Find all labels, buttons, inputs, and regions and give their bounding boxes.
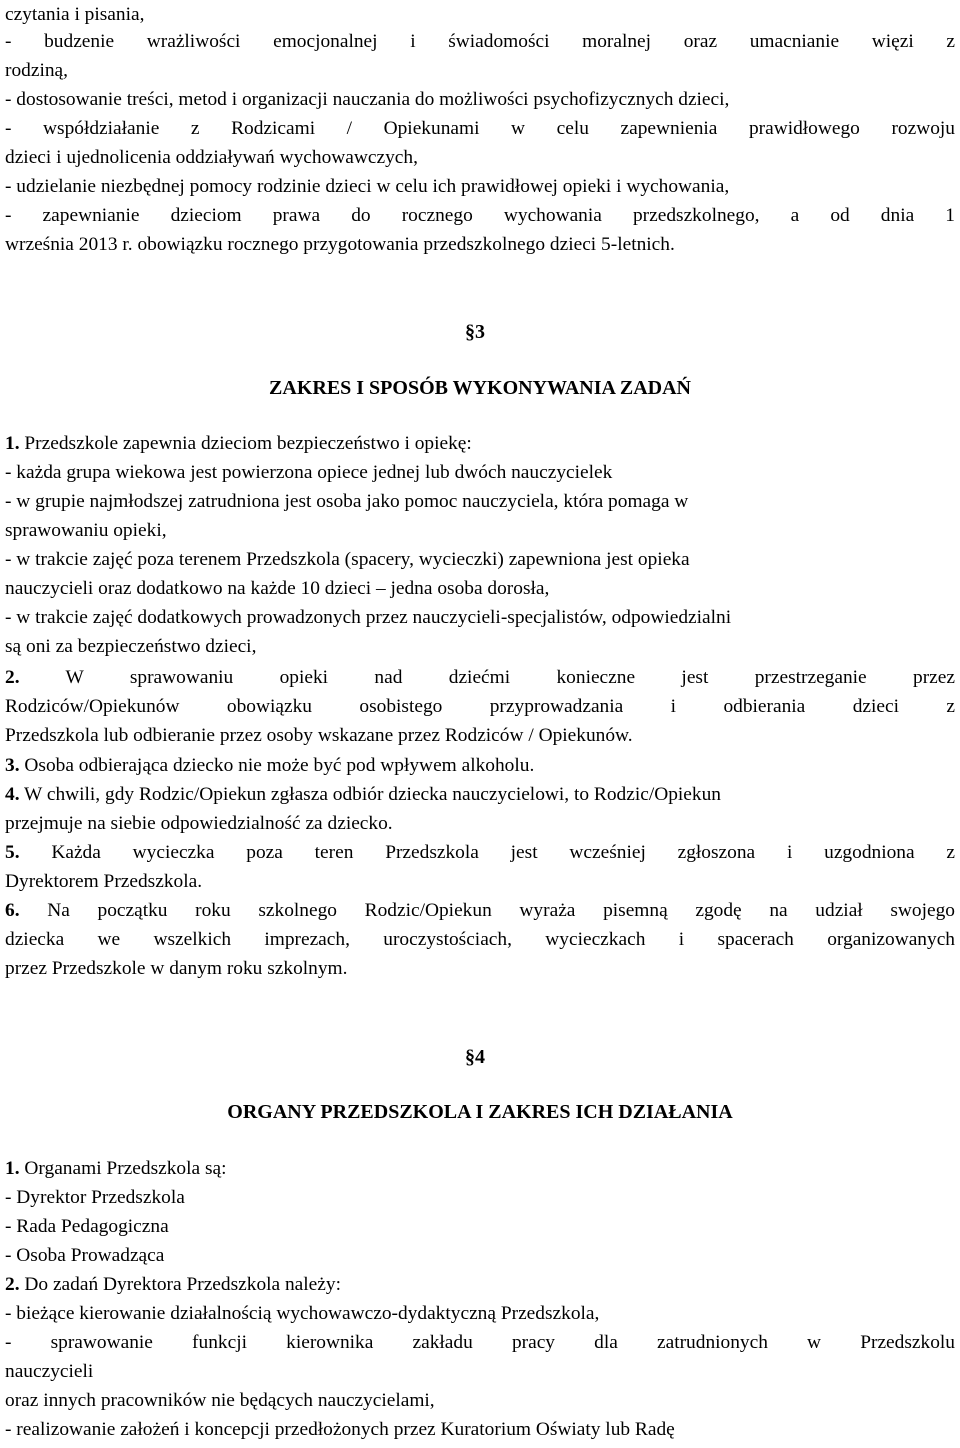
- text-line: - bieżące kierowanie działalnością wychowawczo-dydaktyczną Przedszkola,: [5, 1303, 600, 1324]
- text-line: - w trakcie zajęć dodatkowych prowadzonych przez nauczycieli-specjalistów, odpowiedzialni: [5, 607, 732, 628]
- text-line: - Rada Pedagogiczna: [5, 1216, 169, 1237]
- text-line: dzieci i ujednolicenia oddziaływań wychowawczych,: [5, 147, 418, 168]
- text-line: 5. Każda wycieczka poza teren Przedszkola jest wcześniej zgłoszona i uzgodniona z: [5, 842, 955, 863]
- text-line: rodziną,: [5, 60, 68, 81]
- text-line: 2. W sprawowaniu opieki nad dziećmi konieczne jest przestrzeganie przez: [5, 667, 955, 688]
- text-line: nauczycieli: [5, 1361, 94, 1382]
- text-line: - współdziałanie z Rodzicami / Opiekunami w celu zapewnienia prawidłowego rozwoju: [5, 118, 955, 139]
- text-line: - w grupie najmłodszej zatrudniona jest osoba jako pomoc nauczyciela, która pomaga w: [5, 491, 689, 512]
- text-line: - dostosowanie treści, metod i organizacji nauczania do możliwości psychofizycznych dzieci,: [5, 89, 730, 110]
- text-line: - Osoba Prowadząca: [5, 1245, 165, 1266]
- text-line: nauczycieli oraz dodatkowo na każde 10 dzieci – jedna osoba dorosła,: [5, 578, 550, 599]
- text-line: przez Przedszkole w danym roku szkolnym.: [5, 958, 348, 979]
- text-line: - sprawowanie funkcji kierownika zakładu pracy dla zatrudnionych w Przedszkolu: [5, 1332, 955, 1353]
- text-line: - w trakcie zajęć poza terenem Przedszkola (spacery, wycieczki) zapewniona jest opieka: [5, 549, 690, 570]
- text-line: 6. Na początku roku szkolnego Rodzic/Opiekun wyraża pisemną zgodę na udział swojego: [5, 900, 955, 921]
- text-line: 2. Do zadań Dyrektora Przedszkola należy:: [5, 1274, 341, 1295]
- text-line: Rodziców/Opiekunów obowiązku osobistego przyprowadzania i odbierania dzieci z: [5, 696, 955, 717]
- section-4-title: ORGANY PRZEDSZKOLA I ZAKRES ICH DZIAŁANIA: [227, 1101, 733, 1123]
- section-3-mark: §3: [465, 321, 485, 343]
- text-line: - udzielanie niezbędnej pomocy rodzinie dzieci w celu ich prawidłowej opieki i wychowania,: [5, 176, 730, 197]
- text-line: sprawowaniu opieki,: [5, 520, 167, 541]
- section-3-title: ZAKRES I SPOSÓB WYKONYWANIA ZADAŃ: [269, 377, 691, 399]
- text-line: oraz innych pracowników nie będących nauczycielami,: [5, 1390, 435, 1411]
- text-line: - realizowanie założeń i koncepcji przedłożonych przez Kuratorium Oświaty lub Radę: [5, 1419, 675, 1440]
- text-line: są oni za bezpieczeństwo dzieci,: [5, 636, 257, 657]
- text-line: - zapewnianie dzieciom prawa do rocznego wychowania przedszkolnego, a od dnia 1: [5, 205, 955, 226]
- text-line: Dyrektorem Przedszkola.: [5, 871, 203, 892]
- text-line: września 2013 r. obowiązku rocznego przygotowania przedszkolnego dzieci 5-letnich.: [5, 234, 675, 255]
- text-line: 3. Osoba odbierająca dziecko nie może być pod wpływem alkoholu.: [5, 755, 535, 776]
- text-line: - budzenie wrażliwości emocjonalnej i świadomości moralnej oraz umacnianie więzi z: [5, 31, 955, 52]
- text-line: 1. Organami Przedszkola są:: [5, 1158, 227, 1179]
- text-line: - Dyrektor Przedszkola: [5, 1187, 185, 1208]
- text-line: - każda grupa wiekowa jest powierzona opiece jednej lub dwóch nauczycielek: [5, 462, 613, 483]
- text-line: 4. W chwili, gdy Rodzic/Opiekun zgłasza odbiór dziecka nauczycielowi, to Rodzic/Opiekun: [5, 784, 721, 805]
- text-line: Przedszkola lub odbieranie przez osoby wskazane przez Rodziców / Opiekunów.: [5, 725, 633, 746]
- text-line: przejmuje na siebie odpowiedzialność za dziecko.: [5, 813, 393, 834]
- section-4-mark: §4: [465, 1046, 485, 1068]
- text-line: czytania i pisania,: [5, 4, 145, 25]
- text-line: dziecka we wszelkich imprezach, uroczystościach, wycieczkach i spacerach organizowanych: [5, 929, 955, 950]
- text-line: 1. Przedszkole zapewnia dzieciom bezpieczeństwo i opiekę:: [5, 433, 472, 454]
